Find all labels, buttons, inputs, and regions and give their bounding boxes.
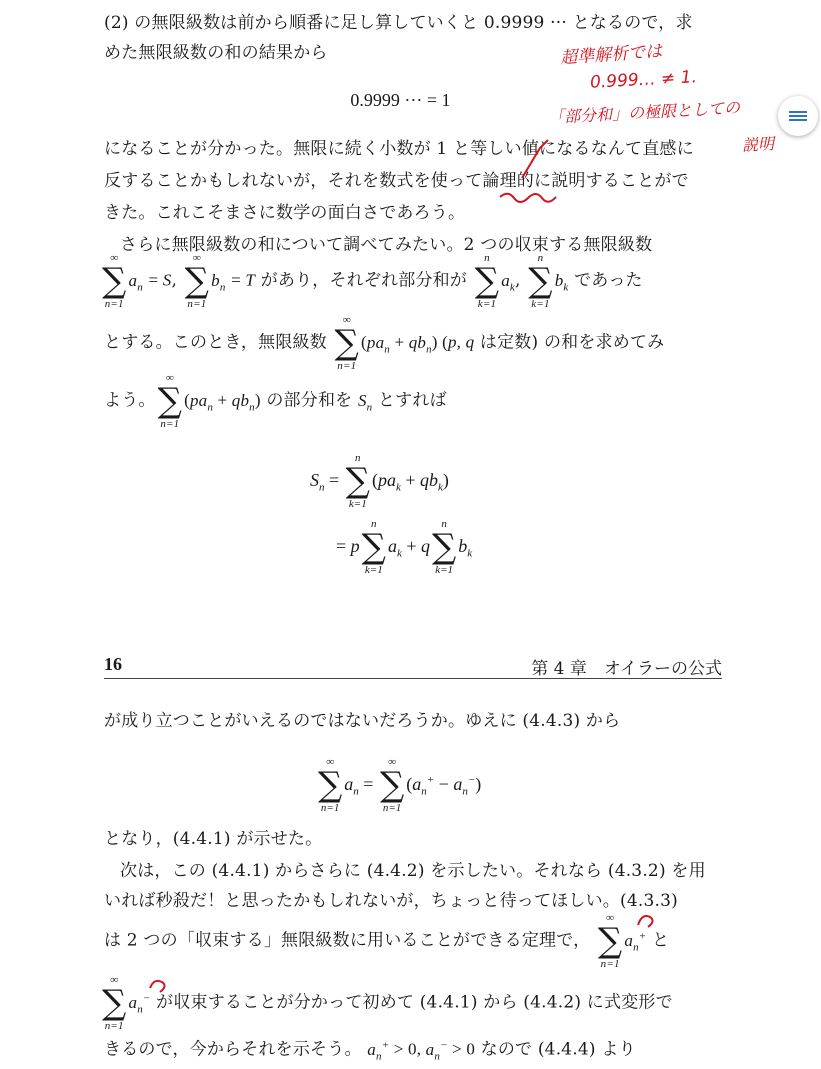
text-fragment: とすれば <box>377 390 447 411</box>
text-fragment: は 2 つの「収束する」無限級数に用いることができる定理で， <box>104 930 591 951</box>
equation-an: ∞ ∑ n=1 $a_n$ = ∞ ∑ n=1 $(a_n^+ - a_n^-)$ <box>318 756 482 814</box>
handwritten-note: 「部分和」の極限としての <box>547 97 741 128</box>
equation-sn: $S_n$ = n ∑ k=1 $(pa_k + qb_k)$ <box>310 452 449 510</box>
text-line: 次は，この (4.4.1) からさらに (4.4.2) を示したい。それなら (4.3.2) を用 <box>120 861 706 881</box>
handwritten-note: 説明 <box>741 134 775 155</box>
text-line: となり，(4.4.1) が示せた。 <box>104 829 323 849</box>
text-fragment: であった <box>574 270 643 291</box>
text-line: が成り立つことがいえるのではないだろうか。ゆえに (4.4.3) から <box>104 711 621 731</box>
pointer-line <box>522 140 548 178</box>
hand-arrow-mark <box>638 916 653 927</box>
math-line: は 2 つの「収束する」無限級数に用いることができる定理で， ∞ ∑ n=1 $a_n^+$ と <box>104 912 670 970</box>
text-fragment: とする。このとき，無限級数 <box>104 332 327 353</box>
page-number: 16 <box>104 654 122 674</box>
equation-0999: 0.9999 ··· = 1 <box>350 90 451 110</box>
text-fragment: よう。 <box>104 390 156 411</box>
math-line: きるので，今からそれを示そう。 $a_n^+ > 0$, $a_n^- > 0$ なので (4.4.4) より <box>104 1039 636 1063</box>
squiggle-underline <box>500 194 556 202</box>
handwritten-note: 超準解析では <box>559 41 663 69</box>
text-line: (2) の無限級数は前から順番に足し算していくと 0.9999 ··· となるので，求 <box>104 13 693 33</box>
text-fragment: の部分和を <box>266 390 353 411</box>
text-line: いれば秒殺だ！と思ったかもしれないが，ちょっと待ってほしい。(4.3.3) <box>104 891 678 911</box>
chapter-title: 第 4 章 オイラーの公式 <box>531 659 722 679</box>
text-fragment: が収束することが分かって初めて (4.4.1) から (4.4.2) に式変形で <box>156 992 673 1013</box>
hand-arrow-mark <box>150 981 165 992</box>
math-line: とする。このとき，無限級数 ∞ ∑ n=1 $(pa_n + qb_n)$ (p, q は定数) の和を求めてみ <box>104 314 665 372</box>
handwritten-note: 0.999… ≠ 1. <box>589 67 698 93</box>
math-line: ∞ ∑ n=1 $a_n = S$, ∞ ∑ n=1 $b_n = T$ があり，それぞれ部分和が n ∑ k=1 $a_k$, n ∑ k=1 $b_k$ であった <box>102 252 643 310</box>
text-line: めた無限級数の和の結果から <box>104 43 328 63</box>
text-line: 反することかもしれないが，それを数式を使って論理的に説明することがで <box>104 171 689 191</box>
text-line: になることが分かった。無限に続く小数が 1 と等しい値になるなんて直感に <box>104 139 694 159</box>
text-line: さらに無限級数の和について調べてみたい。2 つの収束する無限級数 <box>120 235 653 255</box>
text-fragment: は定数) の和を求めてみ <box>479 332 665 353</box>
math-line: よう。 ∞ ∑ n=1 $(pa_n + qb_n)$ の部分和を $S_n$ とすれば <box>104 372 447 430</box>
text-fragment: きるので，今からそれを示そう。 <box>104 1039 362 1060</box>
math-line: ∞ ∑ n=1 $a_n^-$ が収束することが分かって初めて (4.4.1) から (4.4.2) に式変形で <box>102 974 673 1032</box>
equation-sn-2: = p n ∑ k=1 $a_k + q$ n ∑ k=1 $b_k$ <box>336 518 473 576</box>
text-fragment: があり，それぞれ部分和が <box>260 270 468 291</box>
text-fragment: なので (4.4.4) より <box>480 1039 636 1060</box>
text-fragment: と <box>652 930 670 951</box>
text-line: きた。これこそまさに数学の面白さであろう。 <box>104 203 466 223</box>
